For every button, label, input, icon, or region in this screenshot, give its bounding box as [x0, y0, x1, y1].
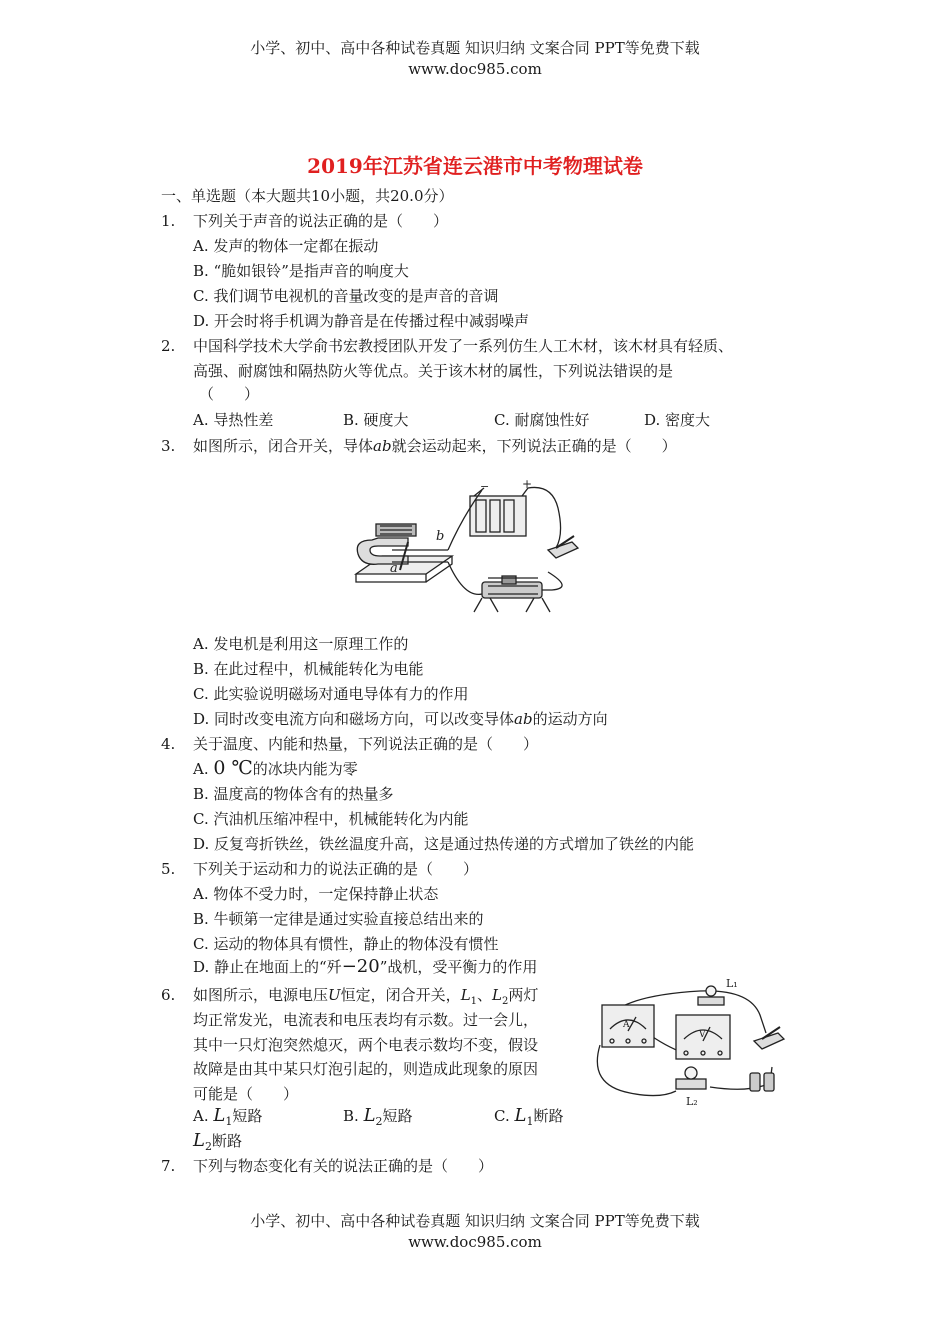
- bulb-l1-label: L₁: [726, 977, 738, 990]
- header-banner: 小学、初中、高中各种试卷真题 知识归纳 文案合同 PPT等免费下载: [250, 39, 700, 57]
- positive-terminal-label: +: [522, 478, 533, 491]
- option-c: C. 我们调节电视机的音量改变的是声音的音调: [193, 287, 499, 305]
- option-a: A. 发电机是利用这一原理工作的: [193, 635, 409, 653]
- question-number: 3.: [161, 437, 176, 455]
- question-stem-line2: 均正常发光，电流表和电压表均有示数。过一会儿，: [193, 1011, 539, 1029]
- option-c: C. 运动的物体具有惯性，静止的物体没有惯性: [193, 935, 499, 953]
- option-c: C. 耐腐蚀性好: [494, 411, 590, 429]
- footer-url[interactable]: www.doc985.com: [408, 1233, 542, 1251]
- question-number: 1.: [161, 212, 176, 230]
- question-stem-line4: 故障是由其中某只灯泡引起的，则造成此现象的原因: [193, 1060, 539, 1078]
- question-number: 2.: [161, 337, 176, 355]
- option-b: B. $L_2$短路: [343, 1105, 413, 1128]
- option-d: D. 同时改变电流方向和磁场方向，可以改变导体ab的运动方向: [193, 710, 608, 728]
- option-b: B. “脆如银铃”是指声音的响度大: [193, 262, 409, 280]
- option-b: B. 牛顿第一定律是通过实验直接总结出来的: [193, 910, 484, 928]
- option-d: D. 静止在地面上的“歼−20”战机，受平衡力的作用: [193, 956, 538, 977]
- option-b: B. 温度高的物体含有的热量多: [193, 785, 394, 803]
- question-stem: 关于温度、内能和热量，下列说法正确的是（ ）: [193, 735, 539, 753]
- option-d: D. 密度大: [644, 411, 711, 429]
- footer-banner: 小学、初中、高中各种试卷真题 知识归纳 文案合同 PPT等免费下载: [250, 1212, 700, 1230]
- question-stem-line3: 其中一只灯泡突然熄灭，两个电表示数均不变，假设: [193, 1036, 539, 1054]
- bulb-circuit-figure: [590, 975, 790, 1115]
- section-heading: 一、单选题（本大题共10小题，共20.0分）: [161, 187, 454, 205]
- question-stem-line1: 中国科学技术大学俞书宏教授团队开发了一系列仿生人工木材，该木材具有轻质、: [193, 337, 734, 355]
- rod-end-b-label: b: [436, 529, 445, 544]
- question-stem-line2: 高强、耐腐蚀和隔热防火等优点。关于该木材的属性，下列说法错误的是: [193, 362, 674, 380]
- question-number: 4.: [161, 735, 176, 753]
- option-c: C. 此实验说明磁场对通电导体有力的作用: [193, 685, 469, 703]
- question-stem: 下列与物态变化有关的说法正确的是（ ）: [193, 1157, 494, 1175]
- option-b: B. 在此过程中，机械能转化为电能: [193, 660, 424, 678]
- option-a: A. 0 ℃的冰块内能为零: [193, 757, 358, 779]
- question-number: 6.: [161, 986, 176, 1004]
- question-stem-line5: 可能是（ ）: [193, 1085, 299, 1103]
- rod-end-a-label: a: [390, 561, 398, 576]
- bulb-l2-label: L₂: [686, 1095, 698, 1108]
- option-a: A. $L_1$短路: [193, 1105, 263, 1128]
- option-a: A. 发声的物体一定都在振动: [193, 237, 379, 255]
- option-a: A. 物体不受力时，一定保持静止状态: [193, 885, 439, 903]
- question-stem: 下列关于声音的说法正确的是（ ）: [193, 212, 449, 230]
- question-number: 5.: [161, 860, 176, 878]
- option-a: A. 导热性差: [193, 411, 274, 429]
- option-d: $L_2$断路: [193, 1130, 242, 1153]
- question-stem: 如图所示，闭合开关，导体ab就会运动起来，下列说法正确的是（ ）: [193, 437, 677, 455]
- header-url[interactable]: www.doc985.com: [408, 60, 542, 78]
- option-c: C. $L_1$断路: [494, 1105, 564, 1128]
- option-d: D. 反复弯折铁丝，铁丝温度升高，这是通过热传递的方式增加了铁丝的内能: [193, 835, 695, 853]
- question-stem-line1: 如图所示，电源电压U恒定，闭合开关，$L_1$、$L_2$两灯: [193, 986, 539, 1007]
- answer-blank: （ ）: [199, 385, 260, 403]
- question-stem: 下列关于运动和力的说法正确的是（ ）: [193, 860, 479, 878]
- motor-circuit-figure: [352, 478, 592, 626]
- option-b: B. 硬度大: [343, 411, 409, 429]
- voltmeter-label: V: [699, 1030, 706, 1040]
- page-title: 2019年江苏省连云港市中考物理试卷: [307, 154, 643, 178]
- question-number: 7.: [161, 1157, 176, 1175]
- ammeter-label: A: [623, 1020, 630, 1030]
- option-c: C. 汽油机压缩冲程中，机械能转化为内能: [193, 810, 469, 828]
- option-d: D. 开会时将手机调为静音是在传播过程中减弱噪声: [193, 312, 530, 330]
- negative-terminal-label: −: [480, 480, 490, 493]
